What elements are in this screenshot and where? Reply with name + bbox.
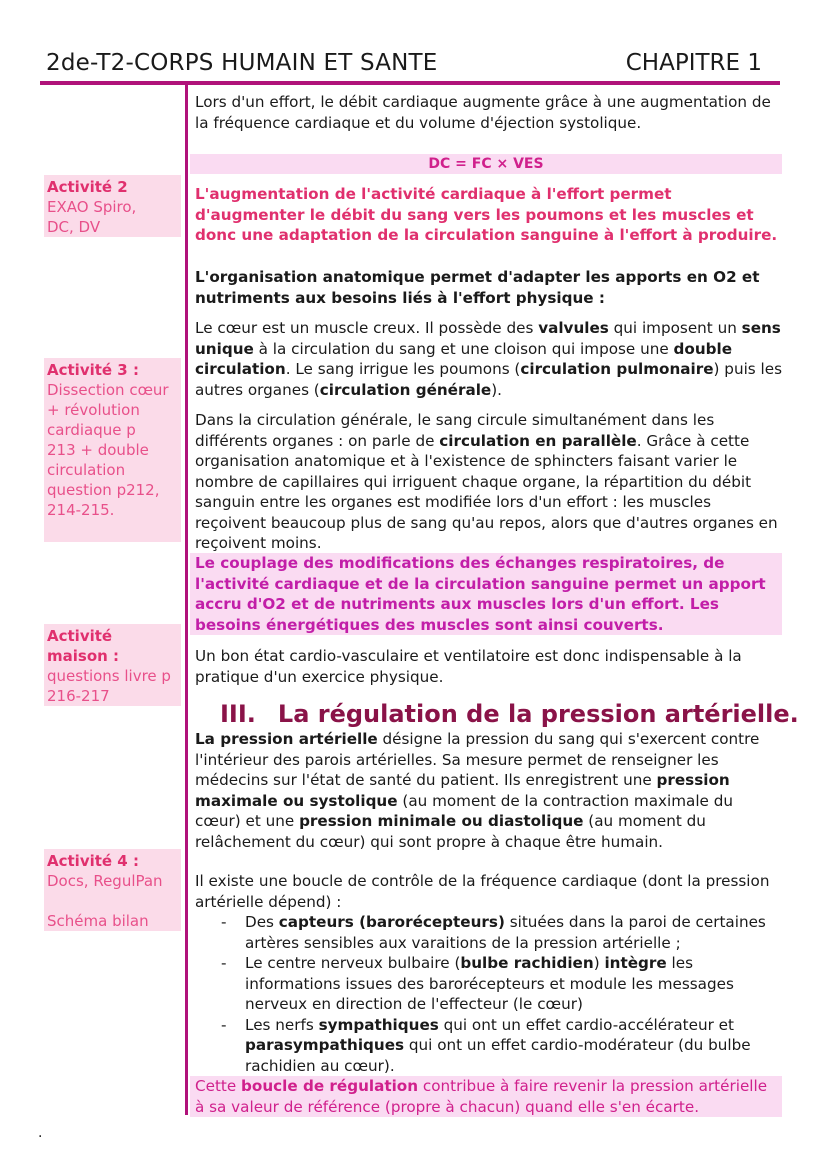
paragraph-conclusion [190,1076,782,1117]
term-valvules: valvules [538,319,609,337]
term-pression-diastolique: pression minimale ou diastolique [299,812,584,830]
term-sens-unique: sens unique [195,319,781,358]
paragraph-pression [195,729,783,852]
section-number: III. [220,700,256,728]
sidebar-note-title: Activité 4 : [47,852,139,870]
list-item [195,953,783,1015]
header-course-title: 2de-T2-CORPS HUMAIN ET SANTE [46,50,438,76]
text: les informations issues des barorécepteurs et module les messages nerveux en direction de l'effecteur (le cœur) [245,954,734,1013]
text: ) [593,954,605,972]
text: contribue à faire revenir la pression artérielle à sa valeur de référence (propre à chacun) quand elle s'en écarte. [195,1077,768,1116]
text: qui ont un effet cardio-modérateur (du bulbe rachidien au cœur). [245,1036,751,1075]
term-pression-arterielle: La pression artérielle [195,730,378,748]
sidebar-note-activite-4 [44,849,181,931]
paragraph-key-idea: L'augmentation de l'activité cardiaque à l'effort permet d'augmenter le débit du sang vers les poumons et les muscles et donc une adaptation de la circulation sanguine à l'effort à produire. [195,185,778,244]
sidebar-note-line: 216-217 [47,687,110,705]
sidebar-note-line: Docs, RegulPan [47,872,163,890]
text: Cette [195,1077,242,1095]
paragraph-etat: Un bon état cardio-vasculaire et ventilatoire est donc indispensable à la pratique d'un exercice physique. [195,647,742,686]
sidebar-note-title: Activité 2 [47,178,128,196]
text: qui imposent un [608,319,742,337]
text: ) puis les autres organes ( [195,360,783,399]
paragraph-coeur [195,318,783,400]
list-dash: - [221,913,227,931]
paragraph-couplage: Le couplage des modifications des échanges respiratoires, de l'activité cardiaque et de la circulation sanguine permet un apport accru d'O2 et de nutriments aux muscles lors d'un effort. Les besoins énergétiques des muscles sont ainsi couverts. [190,553,782,635]
text: Le cœur est un muscle creux. Il possède des [195,319,539,337]
term-bulbe-rachidien: bulbe rachidien [460,954,594,972]
text: qui ont un effet cardio-accélérateur et [438,1015,734,1034]
text: situées dans la paroi de certaines artères sensibles aux varaitions de la pression artérielle ; [245,913,766,952]
text: désigne la pression du sang qui s'exercent contre l'intérieur des parois artérielles. Sa mesure permet de renseigner les médecins sur l'état de santé du patient. Ils enregistrent une [195,730,760,789]
term-double-circulation: double circulation [195,339,733,378]
text: (au moment de la contraction maximale du cœur) et une [195,791,733,830]
sidebar-note-activite-maison [44,624,181,706]
footer-dot: . [38,1125,43,1141]
sidebar-note-line: 213 + double [47,441,149,459]
sidebar-note-spacer [47,891,178,911]
sidebar-note-line: Dissection cœur [47,381,169,399]
sidebar-note-title: Activité [47,627,113,645]
paragraph-circulation [195,410,783,554]
sidebar-note-line: question p212, [47,481,160,499]
header-rule [40,81,780,85]
term-boucle-regulation: boucle de régulation [241,1077,419,1095]
sidebar-note-line: questions livre p [47,667,171,685]
text: . Le sang irrigue les poumons ( [285,360,521,378]
text: . Grâce à cette organisation anatomique et à l'existence de sphincters faisant varier le nombre de capillaires qui irriguent chaque organe, la répartition du débit sanguin entre les organes est modifiée lors d'un effort : les muscles reçoivent beaucoup plus de sang qu'au repos, alors que d'autres organes en reçoivent moins. [195,431,778,552]
sidebar-note-line: 214-215. [47,501,115,519]
sidebar-note-line: + révolution [47,401,140,419]
paragraph-organisation: L'organisation anatomique permet d'adapter les apports en O2 et nutriments aux besoins liés à l'effort physique : [195,268,760,307]
text: ). [491,380,502,399]
list-dash: - [221,954,227,972]
term-circulation-parallele: circulation en parallèle [439,431,637,450]
formula-dc: DC = FC × VES [190,154,782,174]
sidebar-note-title-line: maison : [47,647,120,665]
sidebar-note-activite-3 [44,358,181,542]
sidebar-note-line: cardiaque p [47,421,136,439]
paragraph-boucle: Il existe une boucle de contrôle de la fréquence cardiaque (dont la pression artérielle dépend) : [195,872,770,911]
list-item [195,1015,783,1077]
text: Dans la circulation générale, le sang circule simultanément dans les différents organes : on parle de [195,411,715,450]
term-parasympathiques: parasympathiques [245,1036,405,1054]
term-sympathiques: sympathiques [318,1015,439,1034]
text: Les nerfs [245,1015,319,1034]
list-dash: - [221,1015,227,1034]
term-circulation-generale: circulation générale [319,380,492,399]
list-item [195,912,783,953]
margin-rule [185,85,188,1115]
text: (au moment du relâchement du cœur) qui sont propre à chaque être humain. [195,812,706,851]
sidebar-note-line: EXAO Spiro, [47,198,137,216]
section-heading-3 [220,700,799,728]
text: Le centre nerveux bulbaire ( [245,954,461,972]
term-circulation-pulmonaire: circulation pulmonaire [520,360,714,378]
sidebar-note-title: Activité 3 : [47,361,139,379]
header-chapter: CHAPITRE 1 [625,50,762,76]
list-boucle [195,912,783,1076]
sidebar-note-line: Schéma bilan [47,912,149,930]
text: Des [245,913,279,931]
term-capteurs: capteurs (barorécepteurs) [278,913,505,931]
text: à la circulation du sang et une cloison qui impose une [253,339,674,358]
sidebar-note-line: circulation [47,461,126,479]
sidebar-note-activite-2 [44,175,181,237]
sidebar-note-line: DC, DV [47,218,101,236]
section-title: La régulation de la pression artérielle. [277,700,799,728]
term-integre: intègre [604,954,667,972]
term-pression-systolique: pression maximale ou systolique [195,771,730,810]
paragraph-intro: Lors d'un effort, le débit cardiaque augmente grâce à une augmentation de la fréquence cardiaque et du volume d'éjection systolique. [195,93,771,132]
